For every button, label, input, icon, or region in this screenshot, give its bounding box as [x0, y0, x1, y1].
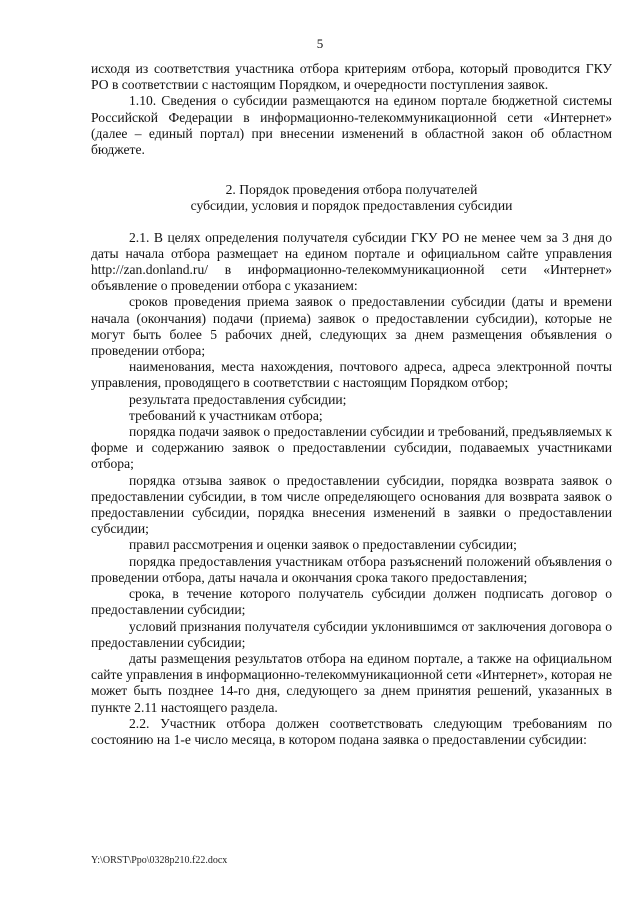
section-heading [91, 182, 612, 214]
list-item-results-publication: даты размещения результатов отбора на едином портале, а также на официальном сайте управления в информационно-телекоммуникационной сети «Интернет», которая не может быть позднее 14-го дня, следующего за днем принятия решений, указанных в пункте 2.11 настоящего раздела. [91, 650, 612, 715]
list-item-deadlines: сроков проведения приема заявок о предоставлении субсидии (даты и времени начала (окончания) подачи (приема) заявок о предоставлении субсидии), которые не могут быть более 5 рабочих дней, следующих за днем размещения объявления о проведении отбора; [91, 294, 612, 359]
list-item-evasion-conditions: условий признания получателя субсидии уклонившимся от заключения договора о предоставлении субсидии; [91, 618, 612, 650]
section-heading-line-2: субсидии, условия и порядок предоставления субсидии [190, 198, 513, 214]
paragraph-1-10: 1.10. Сведения о субсидии размещаются на едином портале бюджетной системы Российской Федерации в информационно-телекоммуникационной сети «Интернет» (далее – единый портал) при внесении изменений в областной закон об областном бюджете. [91, 93, 612, 158]
list-item-withdrawal-procedure: порядка отзыва заявок о предоставлении субсидии, порядка возврата заявок о предоставлении субсидии, в том числе определяющего основания для возврата заявок о предоставлении субсидии, порядка внесения изменений в заявки о предоставлении субсидии; [91, 472, 612, 537]
list-item-submission-procedure: порядка подачи заявок о предоставлении субсидии и требований, предъявляемых к форме и содержанию заявок о предоставлении субсидии, подаваемых участниками отбора; [91, 424, 612, 472]
list-item-result: результата предоставления субсидии; [129, 391, 347, 407]
list-item-requirements: требований к участникам отбора; [129, 407, 323, 423]
list-item-clarifications: порядка предоставления участникам отбора разъяснений положений объявления о проведении отбора, даты начала и окончания срока такого предоставления; [91, 553, 612, 585]
document-body [91, 61, 612, 748]
list-item-signing-deadline: срока, в течение которого получатель субсидии должен подписать договор о предоставлении субсидии; [91, 586, 612, 618]
footer-file-path: Y:\ORST\Ppo\0328p210.f22.docx [91, 855, 228, 866]
page-number: 5 [316, 36, 324, 51]
list-item-review-rules: правил рассмотрения и оценки заявок о предоставлении субсидии; [129, 537, 517, 553]
paragraph-2-2: 2.2. Участник отбора должен соответствовать следующим требованиям по состоянию на 1-е число месяца, в котором подана заявка о предоставлении субсидии: [91, 715, 612, 747]
paragraph-2-1: 2.1. В целях определения получателя субсидии ГКУ РО не менее чем за 3 дня до даты начала отбора размещает на едином портале и официальном сайте управления http://zan.donland.ru/ в информационно-телекоммуникационной сети «Интернет» объявление о проведении отбора с указанием: [91, 229, 612, 294]
section-heading-line-1: 2. Порядок проведения отбора получателей [225, 182, 478, 198]
list-item-name-address: наименования, места нахождения, почтового адреса, адреса электронной почты управления, проводящего в соответствии с настоящим Порядком отбор; [91, 359, 612, 391]
paragraph-continuation: исходя из соответствия участника отбора критериям отбора, который проводится ГКУ РО в соответствии с настоящим Порядком, и очередности поступления заявок. [91, 61, 612, 93]
